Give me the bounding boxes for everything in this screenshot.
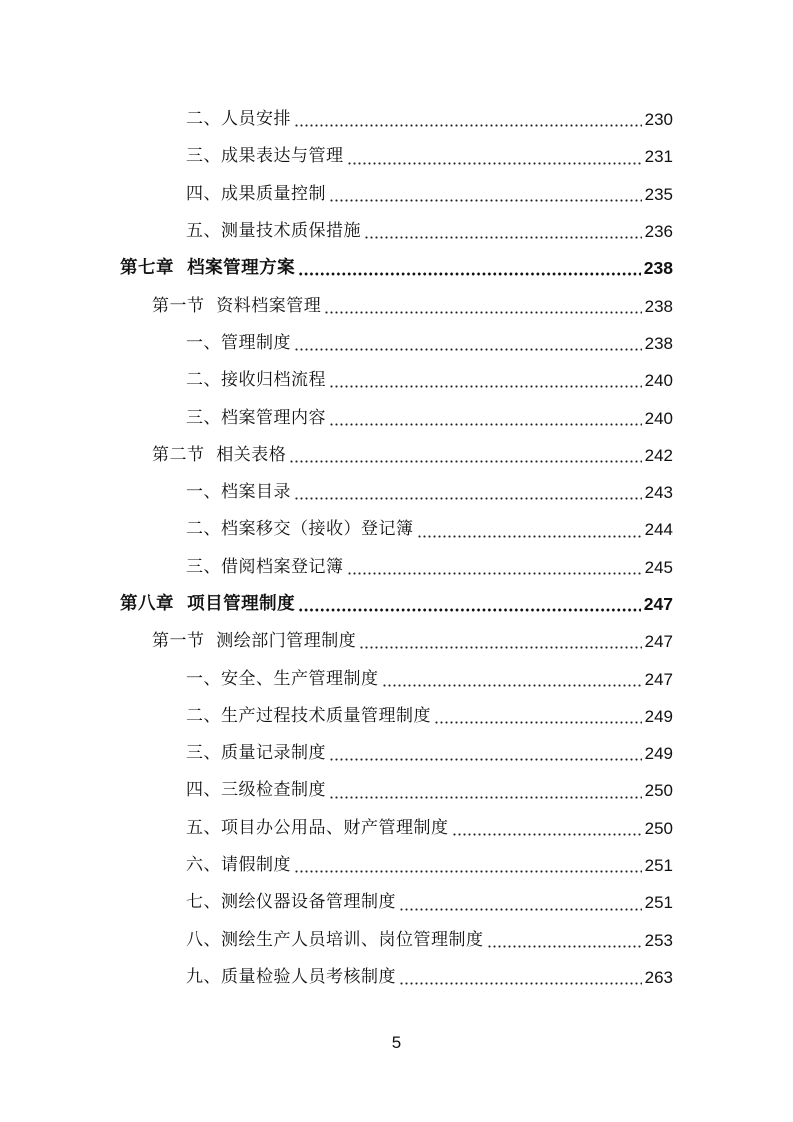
dot-leader bbox=[329, 758, 642, 761]
toc-entry[interactable] bbox=[0, 884, 793, 921]
toc-entry-title: 第七章 档案管理方案 bbox=[120, 258, 296, 279]
toc-entry-title: 四、三级检查制度 bbox=[186, 780, 326, 801]
dot-leader bbox=[294, 348, 642, 351]
toc-entry-page: 235 bbox=[644, 184, 673, 204]
page-number: 5 bbox=[391, 1033, 402, 1052]
toc-entry-page: 251 bbox=[644, 893, 673, 913]
dot-leader bbox=[364, 236, 642, 239]
dot-leader bbox=[294, 870, 642, 873]
toc-entry-title: 一、管理制度 bbox=[186, 332, 291, 353]
toc-entry[interactable] bbox=[0, 772, 793, 809]
toc-entry-page: 240 bbox=[644, 371, 673, 391]
dot-leader bbox=[329, 199, 642, 202]
toc-entry-page: 249 bbox=[644, 706, 673, 726]
dot-leader bbox=[347, 162, 642, 165]
dot-leader bbox=[324, 311, 641, 314]
toc-entry[interactable] bbox=[0, 362, 793, 399]
toc-entry-page: 245 bbox=[644, 557, 673, 577]
dot-leader bbox=[382, 684, 642, 687]
toc-entry-page: 249 bbox=[644, 744, 673, 764]
dot-leader bbox=[329, 796, 642, 799]
toc-entry[interactable] bbox=[0, 138, 793, 175]
toc-entry[interactable] bbox=[0, 660, 793, 697]
toc-entry-title: 四、成果质量控制 bbox=[186, 183, 326, 204]
dot-leader bbox=[329, 423, 642, 426]
toc-entry-page: 243 bbox=[644, 483, 673, 503]
toc-entry[interactable] bbox=[0, 959, 793, 996]
table-of-contents bbox=[0, 101, 793, 996]
toc-entry[interactable] bbox=[0, 623, 793, 660]
toc-entry-title: 八、测绘生产人员培训、岗位管理制度 bbox=[186, 929, 484, 950]
toc-entry[interactable] bbox=[0, 922, 793, 959]
toc-entry[interactable] bbox=[0, 176, 793, 213]
toc-entry-title: 七、测绘仪器设备管理制度 bbox=[186, 892, 396, 913]
toc-entry-page: 238 bbox=[644, 333, 673, 353]
toc-entry[interactable] bbox=[0, 101, 793, 138]
toc-entry-page: 250 bbox=[644, 818, 673, 838]
toc-entry-title: 第一节 资料档案管理 bbox=[152, 295, 322, 316]
toc-entry-page: 236 bbox=[644, 222, 673, 242]
toc-entry-page: 238 bbox=[643, 258, 673, 279]
toc-entry-page: 250 bbox=[644, 781, 673, 801]
toc-entry[interactable] bbox=[0, 698, 793, 735]
toc-entry-title: 第二节 相关表格 bbox=[152, 444, 287, 465]
toc-entry-title: 二、档案移交（接收）登记簿 bbox=[186, 519, 414, 540]
toc-entry[interactable] bbox=[0, 847, 793, 884]
toc-entry[interactable] bbox=[0, 437, 793, 474]
toc-entry-page: 242 bbox=[644, 445, 673, 465]
toc-entry-title: 五、测量技术质保措施 bbox=[186, 221, 361, 242]
dot-leader bbox=[452, 833, 642, 836]
dot-leader bbox=[399, 982, 642, 985]
toc-entry-title: 一、档案目录 bbox=[186, 482, 291, 503]
toc-entry[interactable] bbox=[0, 474, 793, 511]
dot-leader bbox=[298, 272, 641, 276]
toc-entry-page: 251 bbox=[644, 856, 673, 876]
toc-entry-page: 240 bbox=[644, 408, 673, 428]
dot-leader bbox=[294, 497, 642, 500]
toc-entry[interactable] bbox=[0, 810, 793, 847]
toc-entry-page: 238 bbox=[644, 296, 673, 316]
toc-entry[interactable] bbox=[0, 511, 793, 548]
toc-entry[interactable] bbox=[0, 325, 793, 362]
toc-entry-title: 九、质量检验人员考核制度 bbox=[186, 966, 396, 987]
dot-leader bbox=[294, 124, 642, 127]
toc-entry-page: 263 bbox=[644, 967, 673, 987]
toc-entry[interactable] bbox=[0, 586, 793, 623]
toc-entry-title: 三、质量记录制度 bbox=[186, 743, 326, 764]
dot-leader bbox=[434, 721, 642, 724]
toc-entry-page: 247 bbox=[644, 632, 673, 652]
toc-entry-title: 三、借阅档案登记簿 bbox=[186, 556, 344, 577]
dot-leader bbox=[289, 460, 641, 463]
toc-entry-title: 第八章 项目管理制度 bbox=[120, 593, 296, 614]
toc-entry[interactable] bbox=[0, 250, 793, 287]
toc-entry-title: 二、人员安排 bbox=[186, 109, 291, 130]
toc-entry-title: 二、接收归档流程 bbox=[186, 370, 326, 391]
toc-entry[interactable] bbox=[0, 213, 793, 250]
toc-entry-title: 五、项目办公用品、财产管理制度 bbox=[186, 817, 449, 838]
toc-entry-title: 三、成果表达与管理 bbox=[186, 146, 344, 167]
toc-entry[interactable] bbox=[0, 287, 793, 324]
toc-entry-title: 二、生产过程技术质量管理制度 bbox=[186, 705, 431, 726]
dot-leader bbox=[417, 535, 642, 538]
dot-leader bbox=[487, 945, 642, 948]
dot-leader bbox=[347, 572, 642, 575]
toc-entry[interactable] bbox=[0, 735, 793, 772]
toc-entry-title: 一、安全、生产管理制度 bbox=[186, 668, 379, 689]
toc-entry-page: 253 bbox=[644, 930, 673, 950]
toc-entry-page: 244 bbox=[644, 520, 673, 540]
dot-leader bbox=[359, 646, 641, 649]
toc-entry[interactable] bbox=[0, 399, 793, 436]
toc-entry-page: 231 bbox=[644, 147, 673, 167]
toc-entry-title: 第一节 测绘部门管理制度 bbox=[152, 631, 357, 652]
dot-leader bbox=[298, 608, 641, 612]
toc-entry-page: 230 bbox=[644, 110, 673, 130]
dot-leader bbox=[329, 385, 642, 388]
toc-entry[interactable] bbox=[0, 549, 793, 586]
dot-leader bbox=[399, 908, 642, 911]
toc-entry-title: 六、请假制度 bbox=[186, 855, 291, 876]
toc-entry-page: 247 bbox=[643, 593, 673, 614]
toc-entry-title: 三、档案管理内容 bbox=[186, 407, 326, 428]
toc-entry-page: 247 bbox=[644, 669, 673, 689]
